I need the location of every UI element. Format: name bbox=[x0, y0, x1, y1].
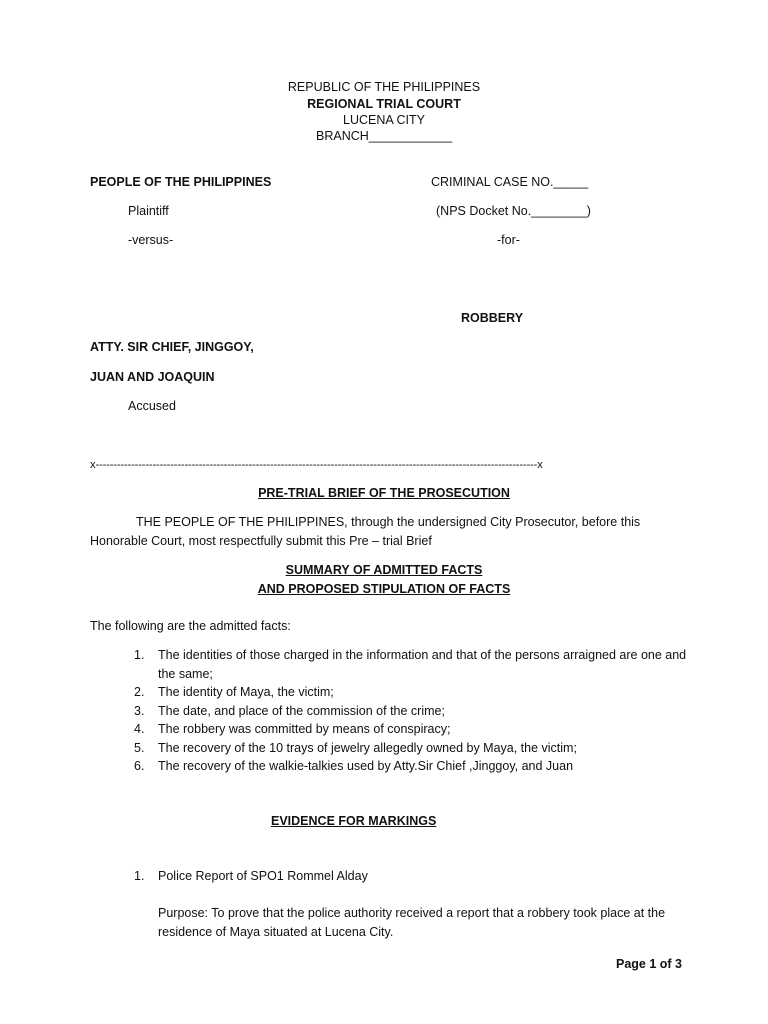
evidence-purpose: Purpose: To prove that the police authority received a report that a robbery took place at the residence of Maya situated at Lucena City. bbox=[158, 906, 666, 939]
list-text: Police Report of SPO1 Rommel Alday bbox=[158, 869, 368, 883]
list-item bbox=[134, 702, 698, 721]
offense-label: ROBBERY bbox=[461, 311, 524, 325]
list-number: 6. bbox=[134, 759, 145, 773]
caption-separator: x----------------------------------------------------------------------------------------------------------------------------x bbox=[90, 459, 543, 471]
intro-text: THE PEOPLE OF THE PHILIPPINES, through the undersigned City Prosecutor, before this Honorable Court, most respectfully submit this Pre – trial Brief bbox=[90, 515, 641, 548]
criminal-case-no: CRIMINAL CASE NO._____ bbox=[431, 175, 589, 189]
list-text: The identities of those charged in the information and that of the persons arraigned are one and the same; bbox=[158, 648, 687, 681]
header-republic: REPUBLIC OF THE PHILIPPINES bbox=[287, 80, 481, 94]
intro-paragraph bbox=[90, 513, 680, 551]
list-text: The recovery of the walkie-talkies used by Atty.Sir Chief ,Jinggoy, and Juan bbox=[158, 759, 574, 773]
list-number: 1. bbox=[134, 869, 145, 883]
list-item bbox=[134, 757, 698, 776]
admitted-facts-list bbox=[134, 646, 698, 776]
brief-title: PRE-TRIAL BRIEF OF THE PROSECUTION bbox=[258, 486, 510, 500]
header-branch: BRANCH____________ bbox=[316, 129, 453, 143]
list-number: 2. bbox=[134, 685, 145, 699]
for-label: -for- bbox=[497, 233, 520, 247]
list-number: 5. bbox=[134, 740, 145, 755]
list-item bbox=[134, 739, 698, 758]
nps-docket-no: (NPS Docket No.________) bbox=[436, 204, 591, 218]
header-court: REGIONAL TRIAL COURT bbox=[307, 97, 461, 111]
list-text: The date, and place of the commission of the crime; bbox=[158, 703, 445, 718]
list-item bbox=[134, 646, 698, 683]
evidence-list bbox=[134, 867, 698, 886]
list-item bbox=[134, 683, 698, 702]
plaintiff-name: PEOPLE OF THE PHILIPPINES bbox=[90, 175, 272, 189]
list-item bbox=[134, 867, 698, 886]
page-number: Page 1 of 3 bbox=[616, 957, 682, 971]
header-city: LUCENA CITY bbox=[343, 113, 425, 127]
list-text: The recovery of the 10 trays of jewelry allegedly owned by Maya, the victim; bbox=[158, 740, 577, 755]
stipulation-heading: AND PROPOSED STIPULATION OF FACTS bbox=[257, 582, 511, 596]
list-text: The robbery was committed by means of conspiracy; bbox=[158, 722, 451, 736]
list-item bbox=[134, 720, 698, 739]
accused-role: Accused bbox=[128, 399, 176, 413]
accused-names-line1: ATTY. SIR CHIEF, JINGGOY, bbox=[90, 340, 254, 354]
summary-heading: SUMMARY OF ADMITTED FACTS bbox=[285, 563, 483, 577]
list-text: The identity of Maya, the victim; bbox=[158, 685, 334, 699]
accused-names-line2: JUAN AND JOAQUIN bbox=[90, 370, 215, 384]
list-number: 4. bbox=[134, 722, 145, 736]
admitted-facts-intro: The following are the admitted facts: bbox=[90, 619, 291, 633]
list-number: 1. bbox=[134, 648, 145, 662]
list-number: 3. bbox=[134, 703, 145, 718]
versus-label: -versus- bbox=[128, 233, 174, 247]
plaintiff-role: Plaintiff bbox=[128, 204, 169, 218]
evidence-heading: EVIDENCE FOR MARKINGS bbox=[271, 814, 437, 828]
